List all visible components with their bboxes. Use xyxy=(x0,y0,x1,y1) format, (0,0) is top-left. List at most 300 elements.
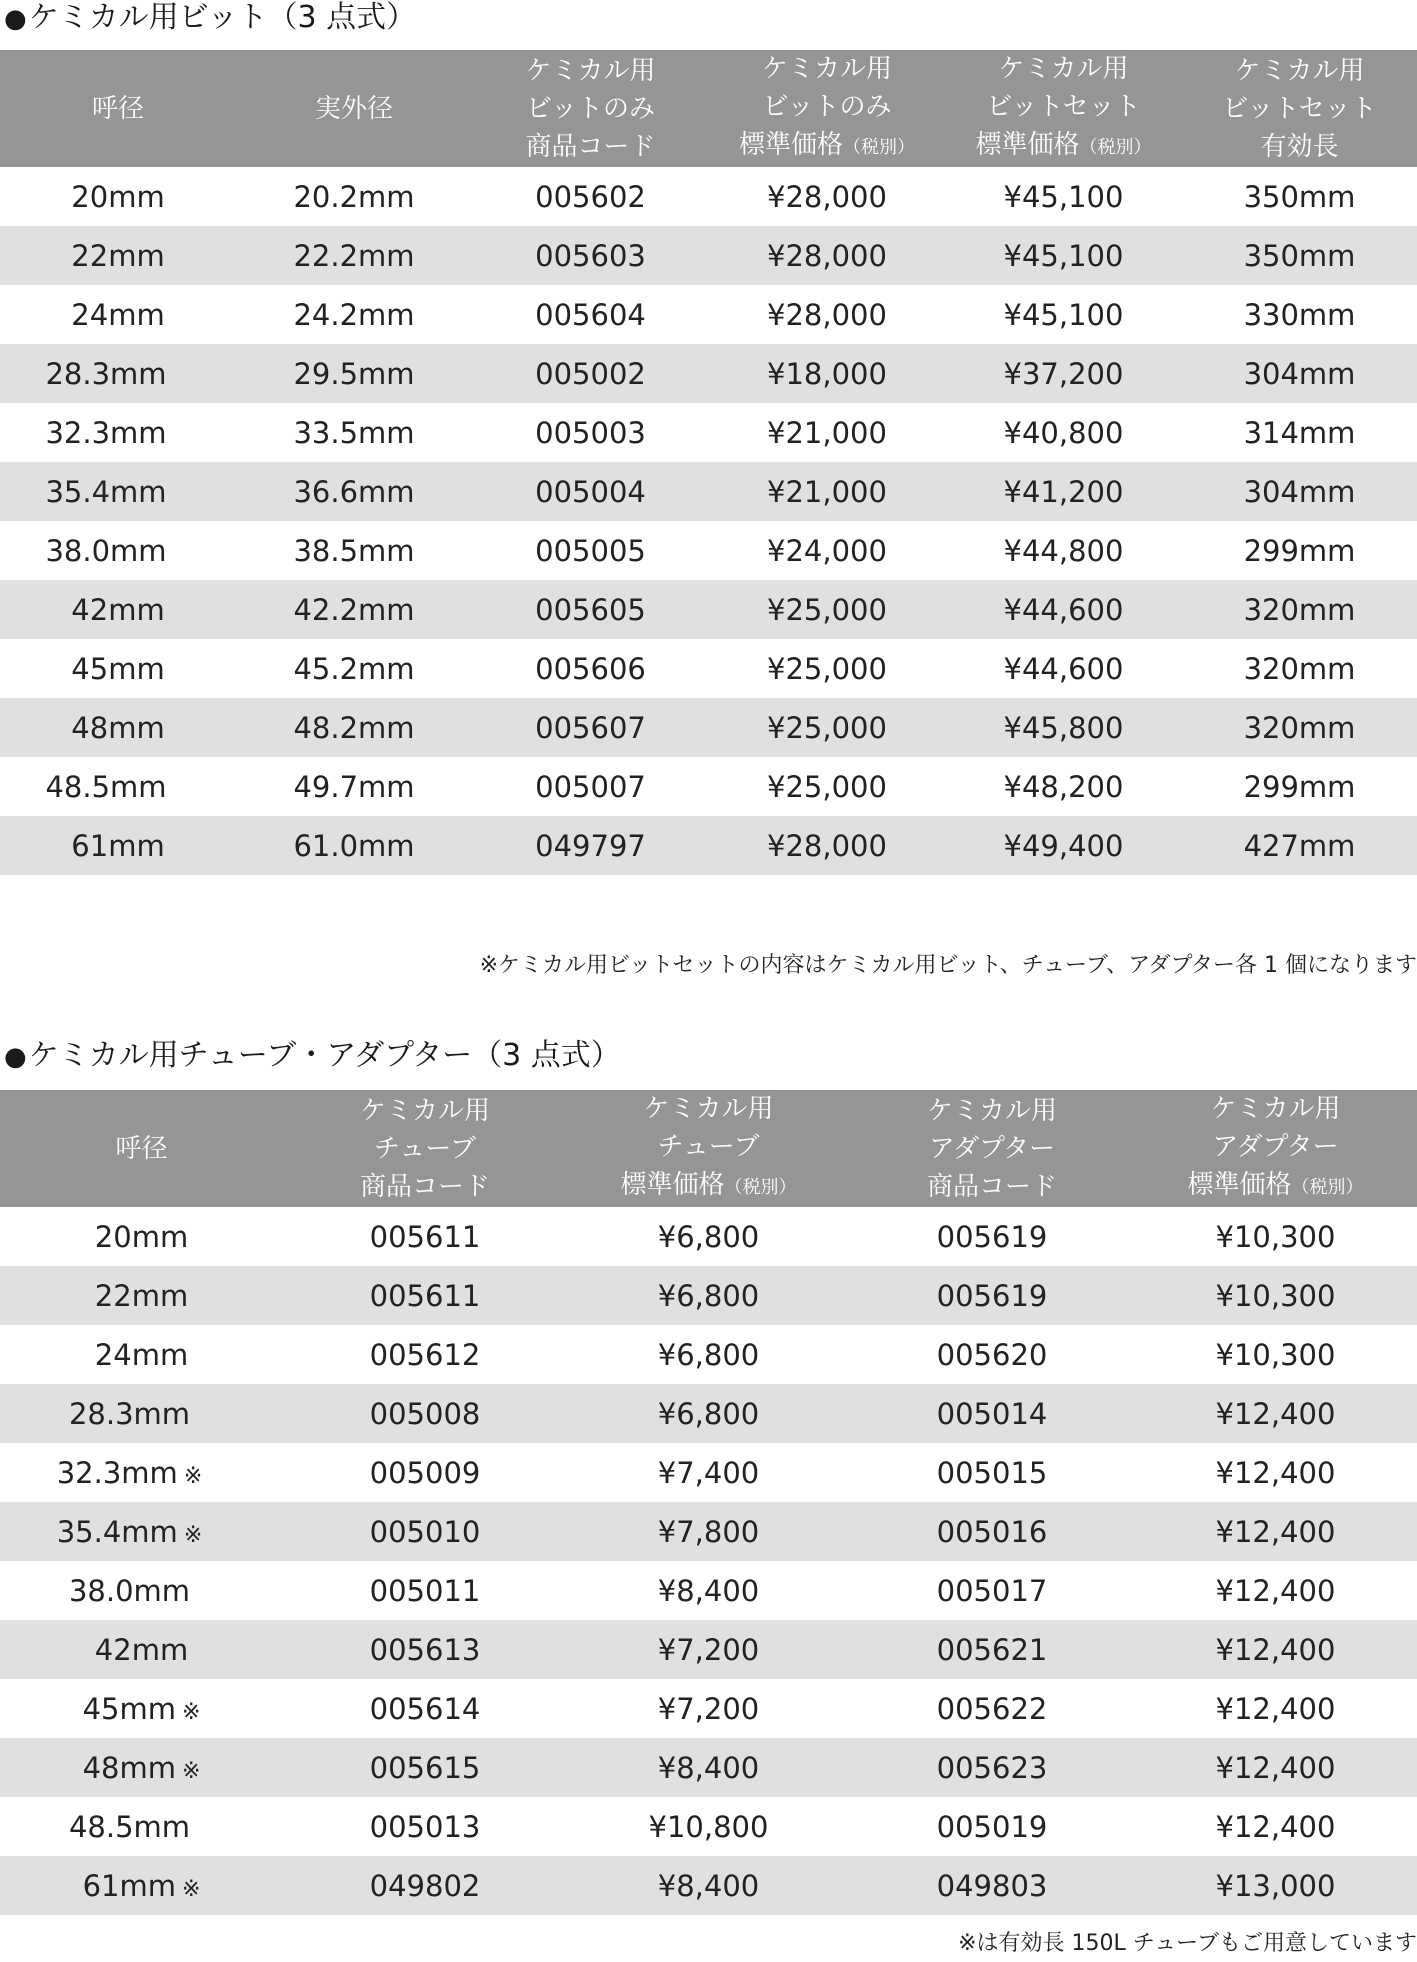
header-line: ケミカル用 xyxy=(1234,55,1365,86)
cell-value: 005607 xyxy=(535,710,646,745)
cell-value: 005606 xyxy=(535,651,646,686)
header-line: チューブ xyxy=(657,1132,760,1162)
cell-value: 005604 xyxy=(535,297,646,332)
header-line: ビットのみ xyxy=(762,92,892,122)
bullet-icon: ● xyxy=(4,4,27,34)
table-cell xyxy=(1134,1325,1417,1384)
table-cell xyxy=(709,226,945,285)
cell-value: 005615 xyxy=(369,1750,481,1785)
cell-value: ¥45,100 xyxy=(1003,297,1124,332)
tax-note: （税別） xyxy=(724,1177,797,1198)
cell-value: 320mm xyxy=(1243,651,1356,686)
table-cell xyxy=(283,1797,567,1856)
cell-value: ¥25,000 xyxy=(767,710,887,745)
cell-value: 005620 xyxy=(936,1337,1048,1372)
cell-value: 350mm xyxy=(1243,179,1356,214)
tax-note: （税別） xyxy=(1291,1177,1364,1198)
size-cell xyxy=(0,1679,283,1738)
size-wrap xyxy=(95,1220,188,1254)
size-value: 45mm xyxy=(82,1691,176,1726)
cell-value: 61mm xyxy=(71,828,165,863)
table-row xyxy=(0,757,1417,816)
tube-adapter-price-table xyxy=(0,1090,1417,1915)
table-cell xyxy=(0,285,236,344)
table-row xyxy=(0,1679,1417,1738)
table-cell xyxy=(567,1502,850,1561)
cell-value: 005605 xyxy=(535,592,646,627)
table-cell xyxy=(850,1797,1134,1856)
cell-value: 45mm xyxy=(71,651,165,686)
table-row xyxy=(0,1856,1417,1915)
table-cell xyxy=(1134,1856,1417,1915)
table-cell xyxy=(236,403,472,462)
cell-value: 005007 xyxy=(535,769,646,804)
cell-value: ¥12,400 xyxy=(1215,1514,1336,1549)
size-cell xyxy=(0,1207,283,1266)
size-cell xyxy=(0,1266,283,1325)
size-cell xyxy=(0,1738,283,1797)
table-cell xyxy=(472,639,709,698)
table-cell xyxy=(472,462,709,521)
table-cell xyxy=(850,1384,1134,1443)
table-cell xyxy=(709,639,945,698)
table-cell xyxy=(236,226,472,285)
note-mark: ※ xyxy=(181,1758,201,1784)
table-cell xyxy=(1182,639,1417,698)
cell-value: 35.4mm xyxy=(45,474,167,509)
size-cell xyxy=(0,1502,283,1561)
bit-set-note: ※ケミカル用ビットセットの内容はケミカル用ビット、チューブ、アダプター各 1 個になります xyxy=(479,953,1417,978)
size-cell xyxy=(0,1384,283,1443)
cell-value: ¥12,400 xyxy=(1215,1632,1336,1667)
cell-value: 005003 xyxy=(535,415,646,450)
cell-value: 320mm xyxy=(1243,592,1356,627)
table-cell xyxy=(1134,1561,1417,1620)
cell-value: 42.2mm xyxy=(293,592,415,627)
cell-value: 005005 xyxy=(535,533,646,568)
table2-title-text: ケミカル用チューブ・アダプター（3 点式） xyxy=(28,1038,621,1073)
cell-value: 48.2mm xyxy=(293,710,415,745)
table-cell xyxy=(709,462,945,521)
table-cell xyxy=(850,1325,1134,1384)
cell-value: ¥7,800 xyxy=(657,1514,760,1549)
cell-value: ¥49,400 xyxy=(1003,828,1124,863)
cell-value: ¥12,400 xyxy=(1215,1573,1336,1608)
header-line: 呼径 xyxy=(91,93,144,124)
size-value: 48mm xyxy=(82,1750,176,1785)
header-line-wrap xyxy=(567,1166,850,1207)
cell-value: ¥45,800 xyxy=(1003,710,1124,745)
cell-value: 005603 xyxy=(535,238,646,273)
header-line: チューブ xyxy=(374,1133,476,1164)
cell-value: ¥25,000 xyxy=(767,769,887,804)
column-header xyxy=(472,50,709,167)
table-cell xyxy=(567,1443,850,1502)
cell-value: 005008 xyxy=(369,1396,481,1431)
table-cell xyxy=(236,167,472,226)
cell-value: ¥41,200 xyxy=(1003,474,1124,509)
cell-value: ¥8,400 xyxy=(657,1868,760,1903)
table-cell xyxy=(709,816,945,875)
cell-value: 61.0mm xyxy=(293,828,415,863)
note-mark: ※ xyxy=(183,1522,203,1548)
cell-value: 005010 xyxy=(369,1514,481,1549)
cell-value: 36.6mm xyxy=(293,474,415,509)
cell-value: ¥12,400 xyxy=(1215,1396,1336,1431)
table-cell xyxy=(945,698,1182,757)
table-cell xyxy=(945,639,1182,698)
cell-value: 304mm xyxy=(1243,474,1356,509)
table-cell xyxy=(945,816,1182,875)
cell-value: 22mm xyxy=(71,238,165,273)
header-line: 有効長 xyxy=(1260,131,1339,162)
table-cell xyxy=(945,521,1182,580)
cell-value: ¥8,400 xyxy=(657,1573,760,1608)
table-cell xyxy=(1182,580,1417,639)
cell-value: ¥21,000 xyxy=(767,415,887,450)
cell-value: ¥40,800 xyxy=(1003,415,1124,450)
cell-value: ¥28,000 xyxy=(767,297,887,332)
size-wrap xyxy=(69,1397,190,1431)
table-row xyxy=(0,1266,1417,1325)
table-cell xyxy=(850,1738,1134,1797)
table-row xyxy=(0,639,1417,698)
cell-value: ¥28,000 xyxy=(767,828,887,863)
header-line: 標準価格 xyxy=(738,130,843,160)
column-header xyxy=(236,50,472,167)
cell-value: 49.7mm xyxy=(293,769,415,804)
table-cell xyxy=(709,698,945,757)
cell-value: ¥10,300 xyxy=(1215,1278,1336,1313)
column-header xyxy=(0,1090,283,1207)
table-cell xyxy=(283,1384,567,1443)
table-cell xyxy=(0,639,236,698)
cell-value: 005612 xyxy=(369,1337,481,1372)
cell-value: 005611 xyxy=(369,1278,481,1313)
table-cell xyxy=(1134,1738,1417,1797)
cell-value: 299mm xyxy=(1243,533,1356,568)
tax-note: （税別） xyxy=(843,137,915,158)
column-header xyxy=(0,50,236,167)
table2-title xyxy=(4,1038,621,1075)
size-wrap xyxy=(95,1633,188,1667)
table-row xyxy=(0,816,1417,875)
table-cell xyxy=(945,167,1182,226)
cell-value: ¥13,000 xyxy=(1215,1868,1336,1903)
table-cell xyxy=(709,403,945,462)
cell-value: ¥25,000 xyxy=(767,651,887,686)
table-cell xyxy=(945,226,1182,285)
table-cell xyxy=(945,462,1182,521)
table-row xyxy=(0,1325,1417,1384)
cell-value: 42mm xyxy=(71,592,165,627)
size-value: 22mm xyxy=(94,1278,189,1313)
table-row xyxy=(0,1738,1417,1797)
table-cell xyxy=(472,757,709,816)
table-cell xyxy=(236,285,472,344)
header-line: アダプター xyxy=(1212,1132,1339,1162)
header-line: ケミカル用 xyxy=(643,1094,774,1124)
table-cell xyxy=(1182,521,1417,580)
cell-value: 049802 xyxy=(369,1868,481,1903)
size-value: 32.3mm xyxy=(56,1455,178,1490)
cell-value: ¥12,400 xyxy=(1215,1750,1336,1785)
cell-value: 330mm xyxy=(1243,297,1356,332)
size-wrap xyxy=(95,1279,188,1313)
cell-value: ¥44,600 xyxy=(1003,651,1124,686)
cell-value: 38.0mm xyxy=(45,533,167,568)
table-cell xyxy=(283,1443,567,1502)
cell-value: 20.2mm xyxy=(293,179,415,214)
cell-value: 005622 xyxy=(936,1691,1048,1726)
cell-value: 320mm xyxy=(1243,710,1356,745)
table1-title xyxy=(4,0,416,37)
table-cell xyxy=(709,344,945,403)
cell-value: 48mm xyxy=(71,710,165,745)
table-cell xyxy=(1134,1443,1417,1502)
header-line: 標準価格 xyxy=(1187,1170,1292,1200)
cell-value: 005019 xyxy=(936,1809,1048,1844)
table-cell xyxy=(283,1266,567,1325)
size-value: 61mm xyxy=(82,1868,176,1903)
cell-value: 005614 xyxy=(369,1691,481,1726)
table-cell xyxy=(1182,816,1417,875)
table-cell xyxy=(567,1266,850,1325)
size-wrap xyxy=(69,1574,190,1608)
table-row xyxy=(0,1384,1417,1443)
cell-value: 33.5mm xyxy=(293,415,415,450)
table-row xyxy=(0,698,1417,757)
table-cell xyxy=(567,1207,850,1266)
bit-price-table xyxy=(0,50,1417,875)
cell-value: 45.2mm xyxy=(293,651,415,686)
table-cell xyxy=(1182,167,1417,226)
cell-value: ¥6,800 xyxy=(657,1396,760,1431)
cell-value: 005621 xyxy=(936,1632,1048,1667)
cell-value: ¥45,100 xyxy=(1003,238,1124,273)
column-header xyxy=(850,1090,1134,1207)
cell-value: 005011 xyxy=(369,1573,481,1608)
table-row xyxy=(0,521,1417,580)
table-cell xyxy=(1182,403,1417,462)
cell-value: 314mm xyxy=(1243,415,1356,450)
table-cell xyxy=(236,344,472,403)
table-cell xyxy=(1182,344,1417,403)
table-row xyxy=(0,167,1417,226)
cell-value: 24.2mm xyxy=(293,297,415,332)
size-wrap xyxy=(69,1810,190,1844)
table-cell xyxy=(283,1620,567,1679)
cell-value: 22.2mm xyxy=(293,238,415,273)
table-row xyxy=(0,1620,1417,1679)
cell-value: ¥37,200 xyxy=(1003,356,1124,391)
table-row xyxy=(0,1502,1417,1561)
header-line: 標準価格 xyxy=(620,1170,725,1200)
tax-note: （税別） xyxy=(1079,137,1152,158)
table-cell xyxy=(0,757,236,816)
table-cell xyxy=(0,403,236,462)
table-row xyxy=(0,1443,1417,1502)
table-cell xyxy=(567,1738,850,1797)
column-header xyxy=(283,1090,567,1207)
cell-value: 005009 xyxy=(369,1455,481,1490)
note-mark: ※ xyxy=(183,1463,203,1489)
cell-value: ¥6,800 xyxy=(657,1278,760,1313)
header-line: アダプター xyxy=(928,1133,1056,1164)
table-cell xyxy=(472,816,709,875)
header-line-wrap xyxy=(945,126,1182,167)
size-value: 42mm xyxy=(94,1632,189,1667)
cell-value: 049797 xyxy=(535,828,646,863)
table-cell xyxy=(236,698,472,757)
table-cell xyxy=(850,1620,1134,1679)
table-cell xyxy=(283,1325,567,1384)
cell-value: ¥6,800 xyxy=(657,1337,760,1372)
table-cell xyxy=(850,1502,1134,1561)
cell-value: 005619 xyxy=(936,1219,1048,1254)
table-cell xyxy=(0,167,236,226)
size-value: 38.0mm xyxy=(68,1573,191,1608)
size-wrap xyxy=(57,1515,203,1549)
size-cell xyxy=(0,1325,283,1384)
header-line: ビットセット xyxy=(986,92,1141,122)
table-cell xyxy=(1134,1679,1417,1738)
column-header xyxy=(567,1090,850,1207)
table-cell xyxy=(850,1679,1134,1738)
table1-title-text: ケミカル用ビット（3 点式） xyxy=(28,0,417,35)
table-cell xyxy=(0,521,236,580)
header-line: ケミカル用 xyxy=(525,55,656,86)
size-value: 35.4mm xyxy=(56,1514,178,1549)
size-wrap xyxy=(57,1456,203,1490)
cell-value: 005014 xyxy=(936,1396,1048,1431)
table-cell xyxy=(472,226,709,285)
table-cell xyxy=(567,1561,850,1620)
table-cell xyxy=(472,580,709,639)
header-line: 商品コード xyxy=(926,1171,1057,1202)
table-row xyxy=(0,462,1417,521)
header-line: 呼径 xyxy=(115,1133,168,1164)
cell-value: ¥7,200 xyxy=(657,1691,760,1726)
table-cell xyxy=(1182,757,1417,816)
cell-value: 350mm xyxy=(1243,238,1356,273)
table-cell xyxy=(1134,1797,1417,1856)
table-cell xyxy=(709,521,945,580)
size-wrap xyxy=(95,1338,188,1372)
size-cell xyxy=(0,1561,283,1620)
table-row xyxy=(0,1561,1417,1620)
cell-value: 005611 xyxy=(369,1219,481,1254)
table-cell xyxy=(567,1325,850,1384)
table-cell xyxy=(1134,1266,1417,1325)
table-cell xyxy=(283,1502,567,1561)
table-cell xyxy=(567,1620,850,1679)
cell-value: ¥25,000 xyxy=(767,592,887,627)
cell-value: ¥24,000 xyxy=(767,533,887,568)
table-cell xyxy=(236,757,472,816)
cell-value: ¥44,600 xyxy=(1003,592,1124,627)
table-cell xyxy=(945,757,1182,816)
table-cell xyxy=(236,816,472,875)
header-line: ビットセット xyxy=(1222,93,1377,124)
cell-value: ¥48,200 xyxy=(1003,769,1124,804)
table-cell xyxy=(945,580,1182,639)
table-cell xyxy=(472,167,709,226)
table-cell xyxy=(567,1797,850,1856)
size-value: 48.5mm xyxy=(68,1809,191,1844)
table-cell xyxy=(0,580,236,639)
table-row xyxy=(0,226,1417,285)
column-header xyxy=(1134,1090,1417,1207)
table-cell xyxy=(945,344,1182,403)
table-cell xyxy=(709,167,945,226)
table-row xyxy=(0,580,1417,639)
column-header xyxy=(1182,50,1417,167)
table-cell xyxy=(0,698,236,757)
table-cell xyxy=(283,1207,567,1266)
table-cell xyxy=(0,226,236,285)
cell-value: ¥12,400 xyxy=(1215,1809,1336,1844)
header-line: ケミカル用 xyxy=(1210,1094,1341,1124)
table-cell xyxy=(567,1384,850,1443)
table-cell xyxy=(472,698,709,757)
cell-value: ¥10,300 xyxy=(1215,1219,1336,1254)
cell-value: 005623 xyxy=(936,1750,1048,1785)
table-cell xyxy=(283,1738,567,1797)
cell-value: ¥7,200 xyxy=(657,1632,760,1667)
table-cell xyxy=(283,1856,567,1915)
cell-value: ¥7,400 xyxy=(657,1455,760,1490)
table-cell xyxy=(850,1561,1134,1620)
table-cell xyxy=(283,1679,567,1738)
cell-value: 049803 xyxy=(936,1868,1048,1903)
table-cell xyxy=(1134,1207,1417,1266)
header-line: ビットのみ xyxy=(526,93,655,124)
table-cell xyxy=(472,344,709,403)
table-cell xyxy=(472,285,709,344)
table-cell xyxy=(709,580,945,639)
column-header xyxy=(945,50,1182,167)
table-cell xyxy=(0,344,236,403)
cell-value: 427mm xyxy=(1243,828,1356,863)
table-cell xyxy=(472,521,709,580)
cell-value: ¥10,300 xyxy=(1215,1337,1336,1372)
table-cell xyxy=(236,521,472,580)
cell-value: ¥21,000 xyxy=(767,474,887,509)
cell-value: ¥44,800 xyxy=(1003,533,1124,568)
cell-value: 005013 xyxy=(369,1809,481,1844)
cell-value: ¥28,000 xyxy=(767,238,887,273)
size-wrap xyxy=(83,1692,201,1726)
size-value: 28.3mm xyxy=(68,1396,191,1431)
size-value: 24mm xyxy=(94,1337,189,1372)
header-line: 実外径 xyxy=(314,93,393,124)
table-cell xyxy=(1182,226,1417,285)
tube-length-note: ※は有効長 150L チューブもご用意しています xyxy=(958,1931,1417,1956)
cell-value: ¥12,400 xyxy=(1215,1455,1336,1490)
cell-value: 20mm xyxy=(71,179,165,214)
cell-value: 005004 xyxy=(535,474,646,509)
table-cell xyxy=(709,757,945,816)
table-cell xyxy=(1134,1502,1417,1561)
table-cell xyxy=(709,285,945,344)
size-wrap xyxy=(83,1869,201,1903)
size-cell xyxy=(0,1443,283,1502)
table-cell xyxy=(850,1443,1134,1502)
cell-value: ¥45,100 xyxy=(1003,179,1124,214)
cell-value: ¥28,000 xyxy=(767,179,887,214)
table-cell xyxy=(1182,285,1417,344)
